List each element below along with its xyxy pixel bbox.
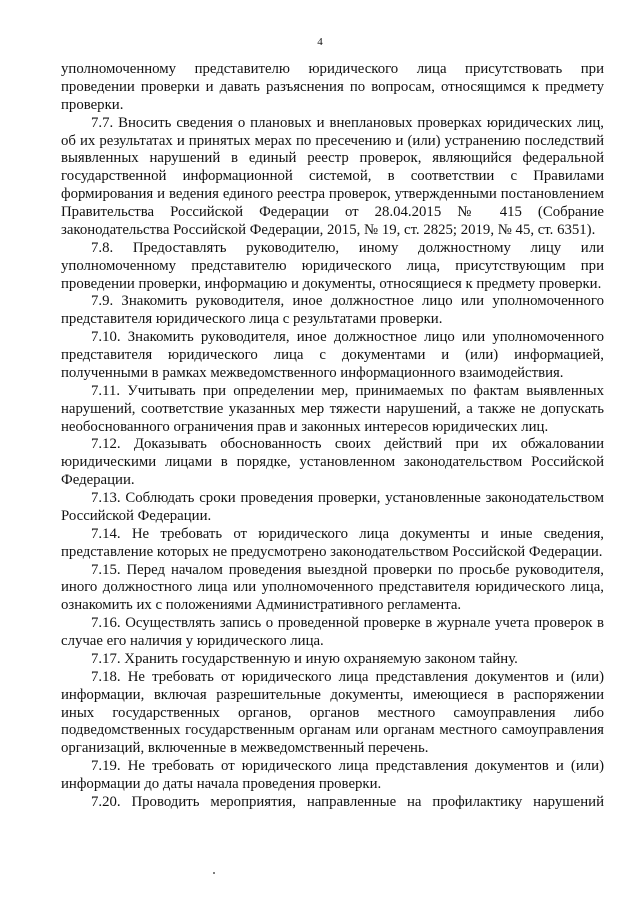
paragraph-item: 7.15. Перед началом проведения выездной проверки по просьбе руководителя, иного должностного лица или уполномоченного представителя юридического лица, ознакомить их с положениями Административного регламента. [61, 561, 604, 614]
paragraph-continuation: уполномоченному представителю юридического лица присутствовать при проведении проверки и давать разъяснения по вопросам, относящимся к предмету проверки. [61, 61, 604, 113]
scan-speck [213, 872, 215, 874]
paragraph-item: 7.18. Не требовать от юридического лица представления документов и (или) информации, включая разрешительные документы, имеющиеся в распоряжении иных государственных органов, органов местного самоуправления либо подведомственных государственным органам или органам местного самоуправления организаций, включенные в межведомственный перечень. [61, 668, 604, 757]
paragraph-item: 7.20. Проводить мероприятия, направленные на профилактику нарушений [91, 793, 604, 810]
paragraph-item: 7.12. Доказывать обоснованность своих действий при их обжаловании юридическими лицами в порядке, установленном законодательством Российской Федерации. [61, 436, 604, 489]
paragraph-item: 7.19. Не требовать от юридического лица представления документов и (или) информации до даты начала проведения проверки. [61, 758, 604, 792]
paragraph-item: 7.8. Предоставлять руководителю, иному должностному лицу или уполномоченному представителю юридического лица, присутствующим при проведении проверки, информацию и документы, относящиеся к предмету проверки. [61, 239, 604, 292]
paragraph-item: 7.13. Соблюдать сроки проведения проверки, установленные законодательством Российской Федерации. [61, 490, 604, 524]
paragraph-item: 7.16. Осуществлять запись о проведенной проверке в журнале учета проверок в случае его наличия у юридического лица. [61, 615, 604, 649]
paragraph-item: 7.11. Учитывать при определении мер, принимаемых по фактам выявленных нарушений, соответствие указанных мер тяжести нарушений, а также не допускать необоснованного ограничения прав и законных интересов юридических лиц. [61, 382, 604, 435]
paragraph-item: 7.9. Знакомить руководителя, иное должностное лицо или уполномоченного представителя юридического лица с результатами проверки. [61, 293, 604, 328]
paragraph-item: 7.14. Не требовать от юридического лица документы и иные сведения, представление которых не предусмотрено законодательством Российской Федерации. [61, 525, 604, 560]
paragraph-item: 7.10. Знакомить руководителя, иное должностное лицо или уполномоченного представителя юридического лица с документами и (или) информацией, полученными в рамках межведомственного информационного взаимодействия. [61, 329, 604, 381]
paragraph-item: 7.17. Хранить государственную и иную охраняемую законом тайну. [91, 650, 518, 667]
page-number: 4 [317, 36, 323, 48]
paragraph-item: 7.7. Вносить сведения о плановых и внеплановых проверках юридических лиц, об их результатах и принятых мерах по пресечению и (или) устранению последствий выявленных нарушений в единый реестр проверок, являющийся федеральной государственной информационной системой, в соответствии с Правилами формирования и ведения единого реестра проверок, утвержденными постановлением Правительства Российской Федерации от 28.04.2015 № 415 (Собрание законодательства Российской Федерации, 2015, № 19, ст. 2825; 2019, № 45, ст. 6351). [61, 114, 604, 238]
document-body [61, 61, 604, 812]
